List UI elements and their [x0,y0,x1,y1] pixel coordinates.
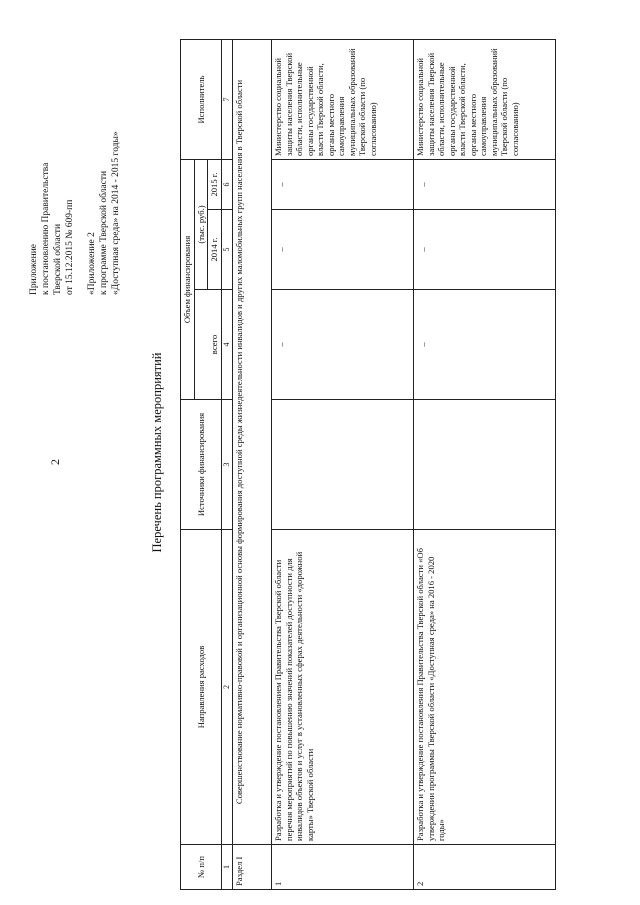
annex-line: от 15.12.2015 № 609-пп [65,199,75,295]
document-title: Перечень программных мероприятий [150,352,164,553]
column-number: 2 [221,530,233,845]
annex-line: к программе Тверской области [99,170,109,295]
header-num: № п/п [181,845,222,890]
row-direction: Разработка и утверждение постановлением Правительства Тверской области перечня мероприятий по повышению значений показателей доступности для инвалидов объектов и услуг в установленных сферах деятельности «дорожной карты» Тверской области [272,530,414,845]
header-total: всего [194,290,221,400]
column-number: 7 [221,40,233,160]
annex-header [28,5,122,295]
program-table [180,39,556,890]
table-row [272,40,414,890]
row-executor: Министерство социальной защиты населения Тверской области, исполнительные органы государственной власти Тверской области, органы местного самоуправления муниципальных образований Тверской области (по согласованию) [272,40,414,160]
row-source [272,400,414,530]
page-number: 2 [48,459,62,465]
table-row [414,40,556,890]
row-total: – [272,290,414,400]
column-number: 5 [221,210,233,290]
annex-line: к постановлению Правительства [41,162,51,295]
section-label: Раздел I [233,845,272,890]
row-executor: Министерство социальной защиты населения Тверской области, исполнительные органы государственной власти Тверской области, органы местного самоуправления муниципальных образований Тверской области (по согласованию) [414,40,556,160]
annex-line: «Приложение 2 [87,232,97,295]
header-direction: Направления расходов [181,530,222,845]
row-num: 2 [414,845,556,890]
row-2014: – [272,210,414,290]
annex-line: «Доступная среда» на 2014 - 2015 годы» [111,131,121,295]
column-number: 6 [221,160,233,210]
annex-line: Тверской области [53,223,63,295]
annex-line: Приложение [29,244,39,295]
row-direction: Разработка и утверждение постановления Правительства Тверской области «Об утверждении программы Тверской области «Доступная среда» на 2016 - 2020 годы» [414,530,556,845]
row-num: 1 [272,845,414,890]
column-number: 1 [221,845,233,890]
column-number: 4 [221,290,233,400]
column-number: 3 [221,400,233,530]
row-source [414,400,556,530]
header-2015: 2015 г. [208,160,222,210]
row-2015: – [272,160,414,210]
row-2014: – [414,210,556,290]
header-2014: 2014 г. [208,210,222,290]
header-executor: Исполнитель [181,40,222,160]
header-source: Источники финансирования [181,400,222,530]
row-total: – [414,290,556,400]
header-volume: Объем финансирования [181,160,195,400]
row-2015: – [414,160,556,210]
column-numbers-row [221,40,233,890]
header-unit: (тыс. руб.) [194,160,208,290]
section-text: Совершенствование нормативно-правовой и организационной основы формирования доступной среды жизнедеятельности инвалидов и других маломобильных групп населения в Тверской области [233,40,272,845]
section-row [233,40,272,890]
